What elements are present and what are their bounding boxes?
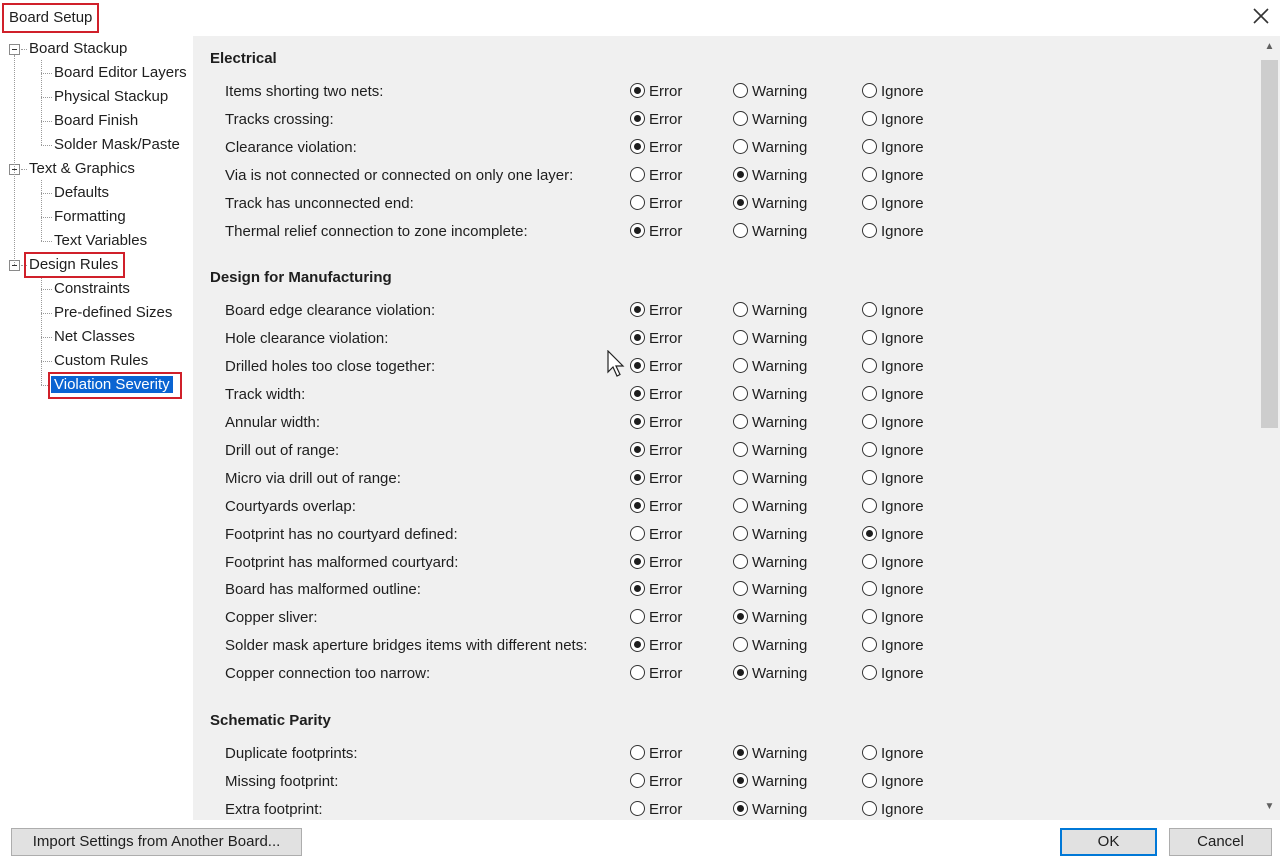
radio-warning[interactable] [733,357,807,377]
radio-circle[interactable] [733,111,748,126]
radio-label: Warning [752,83,808,100]
rule-label: Drilled holes too close together: [225,358,436,375]
tree-item-board-editor-layers[interactable] [54,62,187,84]
radio-label: Warning [752,665,808,682]
radio-label: Warning [752,609,808,626]
radio-circle[interactable] [630,414,645,429]
radio-label: Ignore [881,554,924,571]
radio-label: Error [649,442,683,459]
tree-item-net-classes[interactable] [54,326,135,348]
radio-label: Warning [752,554,808,571]
tree-connector [41,313,52,314]
radio-circle[interactable] [862,554,877,569]
radio-label: Error [649,526,683,543]
radio-circle[interactable] [862,83,877,98]
tree-item-text-variables[interactable] [54,230,147,252]
radio-circle[interactable] [862,470,877,485]
radio-ignore[interactable] [862,525,924,545]
radio-label: Warning [752,386,808,403]
radio-circle[interactable] [733,414,748,429]
highlight-box [24,252,125,278]
radio-circle[interactable] [862,665,877,680]
title-bar [0,0,1285,36]
radio-circle[interactable] [733,386,748,401]
radio-circle[interactable] [862,167,877,182]
radio-circle[interactable] [733,167,748,182]
tree-connector [41,180,42,241]
radio-error[interactable] [630,385,682,405]
radio-circle[interactable] [733,139,748,154]
radio-label: Error [649,302,683,319]
tree-item-label: Text & Graphics [29,160,135,177]
chevron-down-icon[interactable]: ▼ [1264,801,1275,812]
radio-error[interactable] [630,166,682,186]
radio-ignore[interactable] [862,580,924,600]
radio-circle[interactable] [862,773,877,788]
settings-tree [0,36,193,820]
tree-item-label: Board Editor Layers [54,64,187,81]
radio-label: Ignore [881,139,924,156]
radio-circle[interactable] [733,470,748,485]
radio-ignore[interactable] [862,664,924,684]
rule-label: Copper sliver: [225,609,318,626]
rule-label: Footprint has no courtyard defined: [225,526,458,543]
radio-circle[interactable] [630,330,645,345]
rule-label: Duplicate footprints: [225,745,358,762]
radio-label: Warning [752,111,808,128]
radio-label: Warning [752,330,808,347]
radio-error[interactable] [630,772,682,792]
radio-warning[interactable] [733,301,807,321]
radio-label: Error [649,167,683,184]
radio-warning[interactable] [733,166,807,186]
radio-label: Ignore [881,745,924,762]
tree-item-label: Violation Severity [51,376,173,393]
radio-circle[interactable] [733,442,748,457]
radio-label: Error [649,139,683,156]
tree-item-physical-stackup[interactable] [54,86,168,108]
radio-error[interactable] [630,525,682,545]
tree-item-text-graphics[interactable] [29,158,135,180]
tree-item-label: Formatting [54,208,126,225]
radio-ignore[interactable] [862,329,924,349]
radio-error[interactable] [630,636,682,656]
radio-error[interactable] [630,138,682,158]
radio-label: Error [649,358,683,375]
radio-circle[interactable] [733,801,748,816]
radio-circle[interactable] [733,330,748,345]
radio-circle[interactable] [630,167,645,182]
radio-ignore[interactable] [862,138,924,158]
radio-circle[interactable] [630,83,645,98]
radio-label: Error [649,195,683,212]
tree-connector [41,241,52,242]
radio-circle[interactable] [733,498,748,513]
rule-label: Solder mask aperture bridges items with different nets: [225,637,588,654]
radio-label: Ignore [881,773,924,790]
radio-ignore[interactable] [862,222,924,242]
tree-item-constraints[interactable] [54,278,130,300]
rule-label: Clearance violation: [225,139,357,156]
tree-item-custom-rules[interactable] [54,350,148,372]
tree-item-label: Custom Rules [54,352,149,369]
radio-circle[interactable] [862,302,877,317]
radio-warning[interactable] [733,329,807,349]
tree-item-solder-mask-paste[interactable] [54,134,180,156]
radio-error[interactable] [630,222,682,242]
cancel-button[interactable]: Cancel [1169,828,1272,856]
section-title: Electrical [210,50,277,67]
tree-connector [21,49,27,50]
radio-circle[interactable] [630,609,645,624]
tree-item-label: Text Variables [54,232,148,249]
radio-circle[interactable] [630,554,645,569]
section-title: Design for Manufacturing [210,269,392,287]
tree-item-label: Net Classes [54,328,135,345]
radio-warning[interactable] [733,525,807,545]
rule-label: Copper connection too narrow: [225,665,431,682]
radio-circle[interactable] [630,773,645,788]
radio-label: Warning [752,526,808,543]
rule-label: Missing footprint: [225,773,339,790]
tree-item-pre-defined-sizes[interactable] [54,302,172,324]
tree-connector [41,361,52,362]
radio-error[interactable] [630,553,682,573]
tree-connector [41,276,42,385]
radio-circle[interactable] [630,358,645,373]
radio-label: Warning [752,223,808,240]
radio-error[interactable] [630,664,682,684]
radio-label: Ignore [881,498,924,515]
violation-severity-panel [193,36,1259,820]
radio-label: Warning [752,801,808,818]
rule-label: Board edge clearance violation: [225,302,436,319]
radio-ignore[interactable] [862,800,924,820]
radio-label: Error [649,745,683,762]
radio-ignore[interactable] [862,772,924,792]
radio-circle[interactable] [862,386,877,401]
tree-connector [41,97,52,98]
radio-circle[interactable] [733,581,748,596]
radio-label: Error [649,581,683,598]
radio-label: Ignore [881,223,924,240]
radio-warning[interactable] [733,194,807,214]
radio-circle[interactable] [862,526,877,541]
radio-warning[interactable] [733,800,807,820]
radio-circle[interactable] [733,745,748,760]
radio-circle[interactable] [862,637,877,652]
radio-warning[interactable] [733,608,807,628]
radio-ignore[interactable] [862,553,924,573]
scrollbar-thumb[interactable] [1261,60,1278,428]
radio-label: Ignore [881,83,924,100]
radio-label: Ignore [881,302,924,319]
radio-error[interactable] [630,357,682,377]
radio-warning[interactable] [733,497,807,517]
close-icon[interactable] [1249,4,1273,28]
radio-error[interactable] [630,301,682,321]
dialog-button-bar [0,820,1285,861]
radio-ignore[interactable] [862,744,924,764]
rule-label: Board has malformed outline: [225,581,421,598]
radio-label: Error [649,637,683,654]
radio-circle[interactable] [630,386,645,401]
tree-connector [41,193,52,194]
radio-circle[interactable] [862,801,877,816]
radio-circle[interactable] [630,526,645,541]
radio-warning[interactable] [733,744,807,764]
tree-connector [41,73,52,74]
radio-error[interactable] [630,469,682,489]
radio-warning[interactable] [733,636,807,656]
radio-label: Warning [752,637,808,654]
radio-warning[interactable] [733,82,807,102]
tree-item-label: Solder Mask/Paste [54,136,180,153]
radio-label: Warning [752,773,808,790]
radio-circle[interactable] [630,111,645,126]
radio-label: Ignore [881,470,924,487]
radio-circle[interactable] [733,302,748,317]
radio-warning[interactable] [733,772,807,792]
rule-label: Track has unconnected end: [225,195,414,212]
radio-error[interactable] [630,413,682,433]
radio-circle[interactable] [733,83,748,98]
radio-label: Warning [752,302,808,319]
radio-label: Warning [752,195,808,212]
radio-error[interactable] [630,744,682,764]
radio-warning[interactable] [733,385,807,405]
rule-label: Courtyards overlap: [225,498,356,515]
radio-label: Ignore [881,330,924,347]
radio-circle[interactable] [862,745,877,760]
radio-circle[interactable] [862,223,877,238]
radio-circle[interactable] [862,111,877,126]
radio-label: Ignore [881,195,924,212]
radio-circle[interactable] [862,414,877,429]
tree-connector [14,55,15,265]
radio-label: Error [649,773,683,790]
radio-circle[interactable] [733,223,748,238]
radio-warning[interactable] [733,110,807,130]
radio-circle[interactable] [862,609,877,624]
mouse-pointer-icon [606,350,626,378]
window-title: Board Setup [2,3,99,33]
radio-label: Ignore [881,442,924,459]
tree-connector [21,169,27,170]
tree-connector [41,121,52,122]
radio-circle[interactable] [862,442,877,457]
radio-circle[interactable] [630,223,645,238]
radio-circle[interactable] [630,195,645,210]
radio-circle[interactable] [733,637,748,652]
radio-ignore[interactable] [862,497,924,517]
radio-warning[interactable] [733,222,807,242]
radio-circle[interactable] [733,554,748,569]
radio-label: Error [649,470,683,487]
radio-circle[interactable] [733,195,748,210]
radio-label: Error [649,498,683,515]
radio-circle[interactable] [733,665,748,680]
radio-circle[interactable] [630,442,645,457]
radio-label: Error [649,330,683,347]
radio-label: Ignore [881,609,924,626]
rule-label: Micro via drill out of range: [225,470,401,487]
radio-circle[interactable] [630,665,645,680]
radio-circle[interactable] [862,498,877,513]
radio-ignore[interactable] [862,166,924,186]
rule-label: Drill out of range: [225,442,340,459]
radio-label: Error [649,223,683,240]
radio-circle[interactable] [733,526,748,541]
radio-label: Ignore [881,386,924,403]
radio-error[interactable] [630,608,682,628]
radio-label: Error [649,554,683,571]
radio-warning[interactable] [733,580,807,600]
radio-circle[interactable] [630,745,645,760]
radio-circle[interactable] [733,773,748,788]
tree-item-label: Constraints [54,280,130,297]
tree-connector [41,337,52,338]
radio-ignore[interactable] [862,301,924,321]
radio-label: Error [649,609,683,626]
tree-item-label: Physical Stackup [54,88,169,105]
radio-error[interactable] [630,800,682,820]
radio-circle[interactable] [630,139,645,154]
rule-label: Footprint has malformed courtyard: [225,554,459,571]
radio-ignore[interactable] [862,82,924,102]
radio-error[interactable] [630,580,682,600]
radio-circle[interactable] [630,498,645,513]
radio-error[interactable] [630,441,682,461]
radio-label: Ignore [881,801,924,818]
radio-label: Ignore [881,111,924,128]
tree-item-label: Board Finish [54,112,139,129]
radio-ignore[interactable] [862,110,924,130]
radio-label: Warning [752,498,808,515]
radio-label: Warning [752,442,808,459]
radio-ignore[interactable] [862,608,924,628]
radio-label: Ignore [881,167,924,184]
radio-label: Warning [752,414,808,431]
radio-circle[interactable] [862,139,877,154]
section-title: Schematic Parity [210,712,331,729]
tree-connector [41,60,42,145]
radio-ignore[interactable] [862,194,924,214]
radio-ignore[interactable] [862,469,924,489]
radio-circle[interactable] [862,330,877,345]
tree-item-defaults[interactable] [54,182,109,204]
radio-label: Error [649,665,683,682]
radio-label: Warning [752,167,808,184]
radio-label: Error [649,111,683,128]
radio-label: Ignore [881,414,924,431]
tree-item-board-finish[interactable] [54,110,138,132]
tree-item-label: Defaults [54,184,110,201]
radio-circle[interactable] [630,581,645,596]
radio-ignore[interactable] [862,441,924,461]
radio-warning[interactable] [733,441,807,461]
radio-label: Error [649,386,683,403]
radio-circle[interactable] [630,637,645,652]
radio-warning[interactable] [733,138,807,158]
radio-label: Warning [752,358,808,375]
radio-label: Error [649,801,683,818]
radio-circle[interactable] [630,302,645,317]
radio-label: Warning [752,745,808,762]
radio-label: Warning [752,470,808,487]
tree-connector [41,145,52,146]
rule-label: Tracks crossing: [225,111,334,128]
radio-label: Ignore [881,637,924,654]
radio-label: Warning [752,139,808,156]
radio-warning[interactable] [733,413,807,433]
rule-label: Hole clearance violation: [225,330,389,347]
radio-circle[interactable] [630,801,645,816]
radio-error[interactable] [630,82,682,102]
highlight-box [48,372,182,399]
rule-label: Items shorting two nets: [225,83,384,100]
radio-label: Warning [752,581,808,598]
close-button[interactable] [1249,4,1273,28]
import-settings-button[interactable]: Import Settings from Another Board... [11,828,302,856]
radio-ignore[interactable] [862,385,924,405]
radio-warning[interactable] [733,664,807,684]
radio-circle[interactable] [862,195,877,210]
radio-ignore[interactable] [862,357,924,377]
radio-label: Ignore [881,581,924,598]
chevron-up-icon[interactable]: ▲ [1264,41,1275,52]
radio-circle[interactable] [862,358,877,373]
radio-label: Ignore [881,358,924,375]
radio-circle[interactable] [630,470,645,485]
tree-connector [41,217,52,218]
vertical-scrollbar[interactable] [1259,36,1280,820]
radio-error[interactable] [630,194,682,214]
tree-item-board-stackup[interactable] [29,38,127,60]
rule-label: Via is not connected or connected on only one layer: [225,167,574,184]
rule-label: Extra footprint: [225,801,323,818]
radio-circle[interactable] [733,358,748,373]
radio-ignore[interactable] [862,636,924,656]
tree-item-label: Design Rules [29,256,119,273]
radio-warning[interactable] [733,469,807,489]
radio-error[interactable] [630,110,682,130]
radio-warning[interactable] [733,553,807,573]
tree-collapse-icon[interactable] [9,44,20,55]
radio-label: Ignore [881,665,924,682]
ok-button[interactable]: OK [1060,828,1157,856]
radio-ignore[interactable] [862,413,924,433]
radio-circle[interactable] [733,609,748,624]
tree-item-label: Pre-defined Sizes [54,304,173,321]
tree-item-formatting[interactable] [54,206,126,228]
radio-error[interactable] [630,329,682,349]
tree-item-label: Board Stackup [29,40,128,57]
radio-label: Error [649,83,683,100]
radio-circle[interactable] [862,581,877,596]
tree-connector [41,289,52,290]
rule-label: Track width: [225,386,306,403]
radio-label: Error [649,414,683,431]
radio-error[interactable] [630,497,682,517]
rule-label: Annular width: [225,414,321,431]
radio-label: Ignore [881,526,924,543]
rule-label: Thermal relief connection to zone incomplete: [225,223,528,240]
